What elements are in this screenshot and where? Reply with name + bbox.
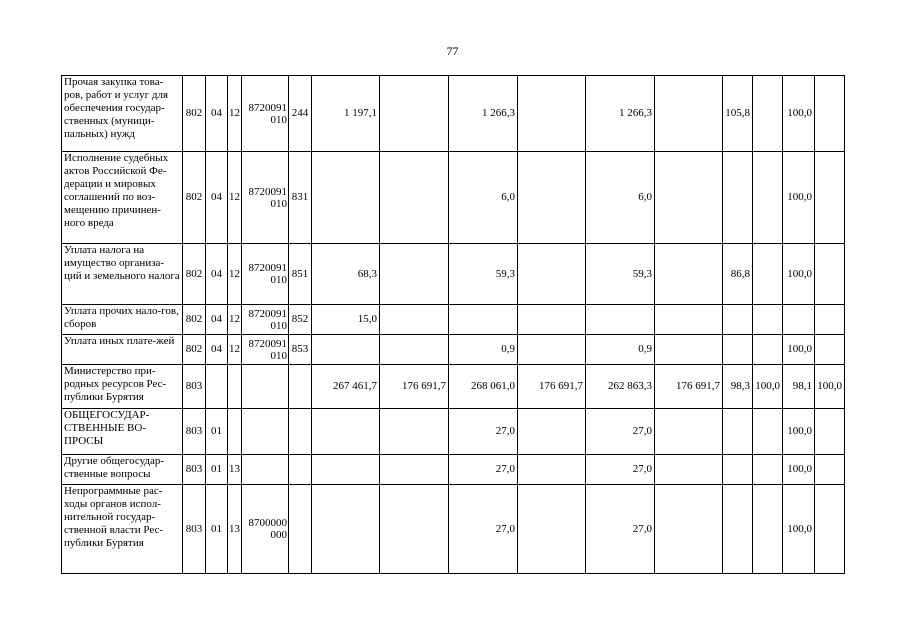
value-2 [380,244,449,305]
expense-type-code: 853 [289,335,312,365]
row-name: Министерство при-родных ресурсов Рес-публики Бурятия [62,365,183,409]
target-article-code-part1: 8720091 [248,185,287,198]
percent-1: 98,3 [723,365,753,409]
subsection-code: 12 [228,76,242,152]
value-6 [655,455,723,485]
target-article-code-part2: 010 [270,197,287,210]
value-2: 176 691,7 [380,365,449,409]
value-6 [655,305,723,335]
target-article-code-part1: 8720091 [248,101,287,114]
percent-2 [753,152,783,244]
value-4 [518,335,586,365]
percent-2 [753,76,783,152]
percent-3: 100,0 [783,152,815,244]
value-2 [380,305,449,335]
value-5: 27,0 [586,485,655,574]
percent-1 [723,152,753,244]
target-article-code [242,455,289,485]
percent-1 [723,305,753,335]
target-article-code [242,244,289,305]
table-row [62,365,845,409]
value-2 [380,335,449,365]
table-row [62,409,845,455]
percent-3: 98,1 [783,365,815,409]
percent-2 [753,485,783,574]
value-4 [518,76,586,152]
admin-code: 803 [183,455,206,485]
subsection-code [228,365,242,409]
row-name: Другие общегосудар-ственные вопросы [62,455,183,485]
value-2 [380,152,449,244]
section-code: 01 [206,455,228,485]
percent-1 [723,409,753,455]
percent-3: 100,0 [783,455,815,485]
percent-4 [815,305,845,335]
section-code: 04 [206,244,228,305]
value-3: 59,3 [449,244,518,305]
target-article-code-part1: 8720091 [248,262,287,274]
value-5: 1 266,3 [586,76,655,152]
table-row [62,335,845,365]
value-6 [655,76,723,152]
section-code: 04 [206,76,228,152]
value-1 [312,485,380,574]
admin-code: 803 [183,409,206,455]
section-code: 04 [206,152,228,244]
table-row [62,305,845,335]
page-number: 77 [446,44,459,58]
target-article-code-part2: 010 [270,319,287,332]
percent-2 [753,409,783,455]
row-name: Уплата прочих нало-гов, сборов [62,305,183,335]
percent-4 [815,409,845,455]
admin-code: 802 [183,244,206,305]
table-row [62,152,845,244]
value-5: 27,0 [586,409,655,455]
value-2 [380,485,449,574]
percent-3: 100,0 [783,485,815,574]
percent-2 [753,455,783,485]
percent-4 [815,335,845,365]
target-article-code-part2: 000 [270,529,287,541]
value-5: 59,3 [586,244,655,305]
value-3: 1 266,3 [449,76,518,152]
percent-3: 100,0 [783,76,815,152]
subsection-code: 12 [228,244,242,305]
table-row [62,244,845,305]
row-name: ОБЩЕГОСУДАР-СТВЕННЫЕ ВО-ПРОСЫ [62,409,183,455]
target-article-code [242,76,289,152]
value-6 [655,152,723,244]
subsection-code: 13 [228,455,242,485]
target-article-code-part2: 010 [270,274,287,286]
value-6 [655,485,723,574]
table-row [62,485,845,574]
value-1 [312,455,380,485]
percent-4 [815,76,845,152]
expense-type-code: 244 [289,76,312,152]
target-article-code-part2: 010 [270,113,287,126]
value-4 [518,485,586,574]
percent-3: 100,0 [783,244,815,305]
expense-type-code: 851 [289,244,312,305]
admin-code: 802 [183,152,206,244]
row-name: Уплата налога на имущество организа-ций и земельного налога [62,244,183,305]
value-1: 15,0 [312,305,380,335]
value-3: 268 061,0 [449,365,518,409]
value-3: 27,0 [449,485,518,574]
value-6 [655,244,723,305]
value-4 [518,305,586,335]
target-article-code [242,305,289,335]
row-name: Исполнение судебных актов Российской Фе-дерации и мировых соглашений по воз-мещению причинен-ного вреда [62,152,183,244]
row-name: Уплата иных плате-жей [62,335,183,365]
subsection-code: 12 [228,152,242,244]
admin-code: 803 [183,365,206,409]
value-5: 262 863,3 [586,365,655,409]
expense-type-code [289,365,312,409]
target-article-code [242,365,289,409]
admin-code: 802 [183,76,206,152]
value-6: 176 691,7 [655,365,723,409]
target-article-code [242,485,289,574]
percent-3: 100,0 [783,335,815,365]
table-row [62,76,845,152]
row-name: Непрограммные рас-ходы органов испол-нительной государ-ственной власти Рес-публики Бурятия [62,485,183,574]
value-5: 6,0 [586,152,655,244]
value-3: 27,0 [449,409,518,455]
percent-2: 100,0 [753,365,783,409]
value-4 [518,455,586,485]
value-2 [380,455,449,485]
percent-1 [723,455,753,485]
value-5: 0,9 [586,335,655,365]
value-5: 27,0 [586,455,655,485]
percent-1 [723,485,753,574]
value-1: 68,3 [312,244,380,305]
value-3: 6,0 [449,152,518,244]
section-code: 01 [206,409,228,455]
value-6 [655,409,723,455]
value-3: 27,0 [449,455,518,485]
value-2 [380,409,449,455]
value-1 [312,335,380,365]
target-article-code [242,152,289,244]
subsection-code: 12 [228,335,242,365]
expense-type-code: 852 [289,305,312,335]
admin-code: 802 [183,335,206,365]
percent-2 [753,335,783,365]
percent-4 [815,152,845,244]
section-code [206,365,228,409]
value-5 [586,305,655,335]
target-article-code-part1: 8720091 [248,307,287,320]
value-3: 0,9 [449,335,518,365]
percent-4 [815,485,845,574]
value-1: 267 461,7 [312,365,380,409]
value-1 [312,409,380,455]
percent-4: 100,0 [815,365,845,409]
admin-code: 803 [183,485,206,574]
percent-2 [753,305,783,335]
target-article-code [242,335,289,365]
percent-4 [815,244,845,305]
value-3 [449,305,518,335]
admin-code: 802 [183,305,206,335]
percent-2 [753,244,783,305]
expense-type-code: 831 [289,152,312,244]
percent-1: 105,8 [723,76,753,152]
percent-1: 86,8 [723,244,753,305]
target-article-code-part2: 010 [270,349,287,362]
budget-table [61,75,845,574]
expense-type-code [289,455,312,485]
expense-type-code [289,409,312,455]
value-2 [380,76,449,152]
value-4 [518,409,586,455]
subsection-code: 12 [228,305,242,335]
value-4: 176 691,7 [518,365,586,409]
value-1 [312,152,380,244]
row-name: Прочая закупка това-ров, работ и услуг для обеспечения государ-ственных (муници-пальных) нужд [62,76,183,152]
expense-type-code [289,485,312,574]
subsection-code [228,409,242,455]
section-code: 01 [206,485,228,574]
subsection-code: 13 [228,485,242,574]
percent-3 [783,305,815,335]
section-code: 04 [206,305,228,335]
percent-3: 100,0 [783,409,815,455]
target-article-code-part1: 8720091 [248,337,287,350]
value-6 [655,335,723,365]
target-article-code [242,409,289,455]
table-row [62,455,845,485]
section-code: 04 [206,335,228,365]
value-4 [518,152,586,244]
percent-1 [723,335,753,365]
value-1: 1 197,1 [312,76,380,152]
percent-4 [815,455,845,485]
value-4 [518,244,586,305]
target-article-code-part1: 8700000 [248,517,287,529]
